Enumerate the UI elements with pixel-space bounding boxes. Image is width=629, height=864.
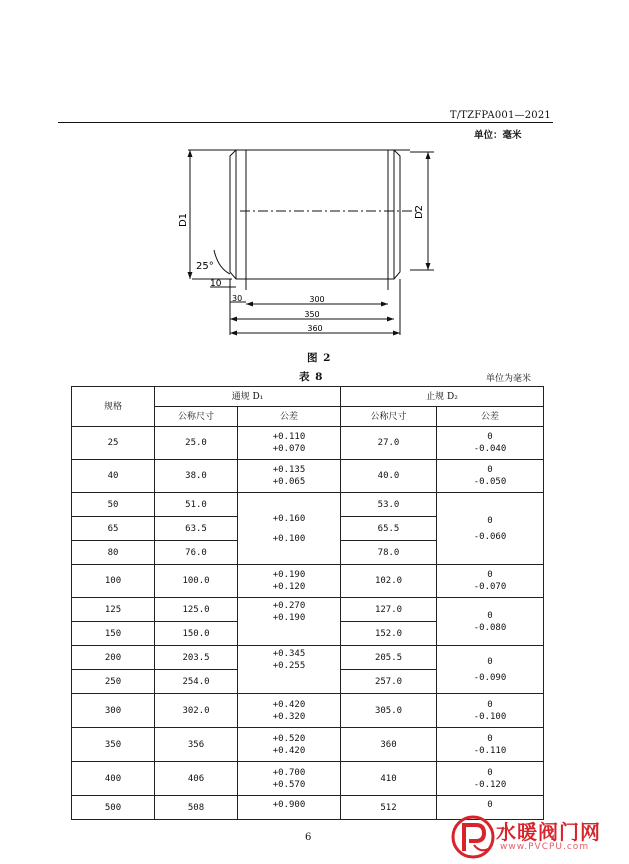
spec-cell: 250 bbox=[72, 670, 155, 694]
chamfer-label: 10 bbox=[210, 279, 222, 289]
d1-nominal-cell: 38.0 bbox=[155, 460, 238, 493]
d1-nominal-cell: 51.0 bbox=[155, 493, 238, 517]
d1-tolerance-cell: +0.420 +0.320 bbox=[238, 694, 341, 728]
gauge-outline bbox=[230, 150, 400, 279]
dim-360-label: 360 bbox=[307, 324, 323, 333]
d1-nominal-cell: 254.0 bbox=[155, 670, 238, 694]
header-d2-nominal: 公称尺寸 bbox=[341, 407, 437, 427]
table-row bbox=[72, 565, 544, 598]
d1-tolerance-cell: +0.700 +0.570 bbox=[238, 762, 341, 796]
header-nogo-gauge: 止规 D₂ bbox=[341, 387, 544, 407]
spec-cell: 300 bbox=[72, 694, 155, 728]
spec-cell: 50 bbox=[72, 493, 155, 517]
table-row bbox=[72, 646, 544, 670]
header-d1-nominal: 公称尺寸 bbox=[155, 407, 238, 427]
header-d2-tolerance: 公差 bbox=[437, 407, 544, 427]
spec-cell: 40 bbox=[72, 460, 155, 493]
d1-tolerance-cell: +0.190 +0.120 bbox=[238, 565, 341, 598]
table-row bbox=[72, 762, 544, 796]
spec-cell: 150 bbox=[72, 622, 155, 646]
spec-cell: 25 bbox=[72, 427, 155, 460]
watermark-title: 水暖阀门网 bbox=[496, 820, 601, 844]
spec-cell: 400 bbox=[72, 762, 155, 796]
table-row bbox=[72, 598, 544, 622]
d2-nominal-cell: 27.0 bbox=[341, 427, 437, 460]
figure-caption: 图 2 bbox=[307, 352, 332, 364]
d1-tolerance-cell: +0.135 +0.065 bbox=[238, 460, 341, 493]
dim-350-label: 350 bbox=[304, 310, 320, 319]
d1-nominal-cell: 76.0 bbox=[155, 541, 238, 565]
d1-tolerance-cell: +0.520 +0.420 bbox=[238, 728, 341, 762]
d1-tolerance-cell: +0.345 +0.255 bbox=[238, 646, 341, 694]
d2-nominal-cell: 102.0 bbox=[341, 565, 437, 598]
angle-label: 25° bbox=[196, 261, 214, 272]
d2-nominal-cell: 410 bbox=[341, 762, 437, 796]
d1-nominal-cell: 203.5 bbox=[155, 646, 238, 670]
dim-30-label: 30 bbox=[232, 294, 243, 303]
spec-cell: 200 bbox=[72, 646, 155, 670]
d2-tolerance-cell: 0 -0.040 bbox=[437, 427, 544, 460]
table-row bbox=[72, 493, 544, 517]
d2-tolerance-cell: 0 -0.110 bbox=[437, 728, 544, 762]
document-code: T/TZFPA001—2021 bbox=[449, 110, 551, 121]
d2-nominal-cell: 360 bbox=[341, 728, 437, 762]
gauge-tolerance-table bbox=[71, 386, 544, 820]
header-spec: 规格 bbox=[72, 387, 155, 427]
d1-nominal-cell: 356 bbox=[155, 728, 238, 762]
d2-nominal-cell: 40.0 bbox=[341, 460, 437, 493]
table-caption: 表 8 bbox=[299, 371, 324, 383]
d1-nominal-cell: 302.0 bbox=[155, 694, 238, 728]
d2-tolerance-cell: 0 -0.050 bbox=[437, 460, 544, 493]
d2-tolerance-cell: 0 -0.120 bbox=[437, 762, 544, 796]
d1-label: D1 bbox=[178, 212, 189, 228]
d2-label: D2 bbox=[414, 204, 425, 220]
d1-nominal-cell: 150.0 bbox=[155, 622, 238, 646]
d2-nominal-cell: 78.0 bbox=[341, 541, 437, 565]
site-logo-icon bbox=[450, 813, 496, 861]
page-number: 6 bbox=[305, 832, 312, 843]
d1-tolerance-cell: +0.900 bbox=[238, 796, 341, 820]
watermark-url: www.PVCPU.com bbox=[500, 842, 590, 852]
d2-tolerance-cell: 0 -0.090 bbox=[437, 646, 544, 694]
d2-nominal-cell: 53.0 bbox=[341, 493, 437, 517]
d1-nominal-cell: 63.5 bbox=[155, 517, 238, 541]
gauge-drawing bbox=[170, 140, 440, 340]
table-row bbox=[72, 694, 544, 728]
d2-nominal-cell: 65.5 bbox=[341, 517, 437, 541]
table-unit-label: 单位为毫米 bbox=[486, 374, 532, 384]
spec-cell: 125 bbox=[72, 598, 155, 622]
header-d1-tolerance: 公差 bbox=[238, 407, 341, 427]
table-row bbox=[72, 460, 544, 493]
d1-tolerance-cell: +0.270 +0.190 bbox=[238, 598, 341, 646]
d1-tolerance-cell: +0.160 +0.100 bbox=[238, 493, 341, 565]
header-go-gauge: 通规 D₁ bbox=[155, 387, 341, 407]
d2-nominal-cell: 305.0 bbox=[341, 694, 437, 728]
d2-nominal-cell: 512 bbox=[341, 796, 437, 820]
angle-arc bbox=[214, 250, 230, 274]
spec-cell: 350 bbox=[72, 728, 155, 762]
d1-nominal-cell: 25.0 bbox=[155, 427, 238, 460]
d1-nominal-cell: 125.0 bbox=[155, 598, 238, 622]
d2-tolerance-cell: 0 bbox=[437, 796, 544, 820]
d2-tolerance-cell: 0 -0.100 bbox=[437, 694, 544, 728]
d1-nominal-cell: 406 bbox=[155, 762, 238, 796]
d2-tolerance-cell: 0 -0.070 bbox=[437, 565, 544, 598]
d2-nominal-cell: 127.0 bbox=[341, 598, 437, 622]
spec-cell: 500 bbox=[72, 796, 155, 820]
d2-nominal-cell: 152.0 bbox=[341, 622, 437, 646]
d1-nominal-cell: 508 bbox=[155, 796, 238, 820]
spec-cell: 100 bbox=[72, 565, 155, 598]
spec-cell: 80 bbox=[72, 541, 155, 565]
table-row bbox=[72, 728, 544, 762]
dim-300-label: 300 bbox=[309, 295, 325, 304]
spec-cell: 65 bbox=[72, 517, 155, 541]
site-watermark bbox=[450, 812, 625, 862]
table-row bbox=[72, 427, 544, 460]
figure-unit-label: 单位：毫米 bbox=[474, 130, 522, 141]
d2-nominal-cell: 205.5 bbox=[341, 646, 437, 670]
d2-tolerance-cell: 0 -0.080 bbox=[437, 598, 544, 646]
d1-nominal-cell: 100.0 bbox=[155, 565, 238, 598]
d2-tolerance-cell: 0 -0.060 bbox=[437, 493, 544, 565]
header-rule bbox=[58, 122, 553, 123]
d1-tolerance-cell: +0.110 +0.070 bbox=[238, 427, 341, 460]
d2-nominal-cell: 257.0 bbox=[341, 670, 437, 694]
